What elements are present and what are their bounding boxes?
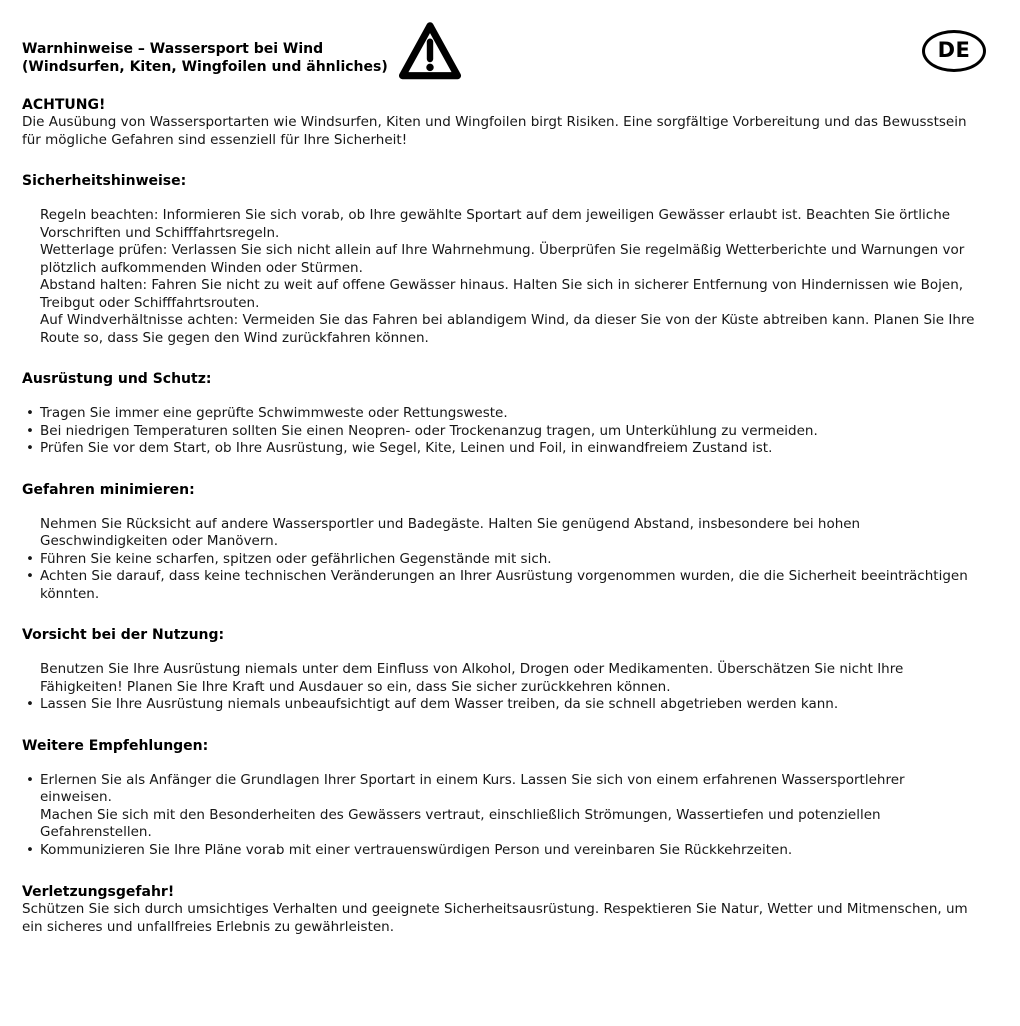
item-text: Achten Sie darauf, dass keine technischen Veränderungen an Ihrer Ausrüstung vorgenommen wurden, die die Sicherheit beeinträchtigen könnten. [40,568,968,602]
bullet-item [22,842,980,860]
item-text: Kommunizieren Sie Ihre Pläne vorab mit einer vertrauenswürdigen Person und vereinbaren Sie Rückkehrzeiten. [40,841,793,858]
indented-item [22,312,980,347]
bullet-item [22,696,980,714]
section-list [22,405,986,458]
section-heading: Vorsicht bei der Nutzung: [22,627,225,643]
page-title [22,40,388,76]
indented-item [22,807,980,842]
page-title-line1: Warnhinweise – Wassersport bei Wind [22,41,324,57]
indented-item [22,277,980,312]
injury-body: Schützen Sie sich durch umsichtiges Verhalten und geeignete Sicherheitsausrüstung. Respektieren Sie Natur, Wetter und Mitmenschen, um ein sicheres und unfallfreies Erlebnis zu gewährleisten. [22,901,968,935]
item-text: Führen Sie keine scharfen, spitzen oder gefährlichen Gegenstände mit sich. [40,550,552,567]
item-text: Wetterlage prüfen: Verlassen Sie sich nicht allein auf Ihre Wahrnehmung. Überprüfen Sie regelmäßig Wetterberichte und Warnungen vor plötzlich aufkommenden Winden oder Stürmen. [40,242,965,276]
item-text: Auf Windverhältnisse achten: Vermeiden Sie das Fahren bei ablandigem Wind, da dieser Sie von der Küste abtreiben kann. Planen Sie Ihre Route so, dass Sie gegen den Wind zurückfahren können. [40,312,975,346]
indented-item [22,516,980,551]
bullet-item [22,405,980,423]
item-text: Erlernen Sie als Anfänger die Grundlagen Ihrer Sportart in einem Kurs. Lassen Sie sich von einem erfahrenen Wassersportlehrer einweisen. [40,771,905,805]
bullet-glyph: • [26,422,34,439]
bullet-glyph: • [26,568,34,584]
bullet-glyph: • [26,405,34,421]
indented-item [22,207,980,242]
bullet-glyph: • [26,841,34,858]
section-heading: Weitere Empfehlungen: [22,737,209,754]
bullet-glyph: • [26,696,34,712]
item-text: Machen Sie sich mit den Besonderheiten des Gewässers vertraut, einschließlich Strömungen, Wassertiefen und potenziellen Gefahrenstellen. [40,806,881,840]
attention-body: Die Ausübung von Wassersportarten wie Windsurfen, Kiten und Wingfoilen birgt Risiken. Eine sorgfältige Vorbereitung und das Bewusstsein für mögliche Gefahren sind essenziell für Ihre Sicherheit! [22,114,967,148]
item-text: Bei niedrigen Temperaturen sollten Sie einen Neopren- oder Trockenanzug tragen, um Unterkühlung zu vermeiden. [40,422,818,439]
injury-block [22,883,986,936]
bullet-item [22,423,980,441]
item-text: Nehmen Sie Rücksicht auf andere Wassersportler und Badegäste. Halten Sie genügend Abstand, insbesondere bei hohen Geschwindigkeiten oder Manövern. [40,515,861,549]
indented-item [22,242,980,277]
item-text: Abstand halten: Fahren Sie nicht zu weit auf offene Gewässer hinaus. Halten Sie sich in sicherer Entfernung von Hindernissen wie Bojen, Treibgut oder Schifffahrtsrouten. [40,277,964,311]
attention-heading: ACHTUNG! [22,97,106,113]
sections-container [22,172,986,859]
section-heading: Gefahren minimieren: [22,481,195,498]
item-text: Prüfen Sie vor dem Start, ob Ihre Ausrüstung, wie Segel, Kite, Leinen und Foil, in einwandfreiem Zustand ist. [40,440,773,456]
language-badge [922,30,986,72]
item-text: Tragen Sie immer eine geprüfte Schwimmweste oder Rettungsweste. [40,405,508,421]
injury-heading: Verletzungsgefahr! [22,884,175,900]
page-title-line2: (Windsurfen, Kiten, Wingfoilen und ähnliches) [22,59,388,75]
bullet-item [22,772,980,807]
bullet-item [22,551,980,569]
bullet-glyph: • [26,440,34,456]
bullet-glyph: • [26,550,34,567]
section-list [22,516,986,604]
bullet-glyph: • [26,771,34,788]
bullet-item [22,440,980,458]
indented-item [22,661,980,696]
item-text: Regeln beachten: Informieren Sie sich vorab, ob Ihre gewählte Sportart auf dem jeweiligen Gewässer erlaubt ist. Beachten Sie örtliche Vorschriften und Schifffahrtsregeln. [40,207,951,241]
section-list [22,772,986,860]
section-list [22,661,986,714]
language-badge-label: DE [937,38,971,63]
bullet-item [22,568,980,603]
section-list [22,207,986,347]
warning-triangle-icon [398,20,462,84]
item-text: Benutzen Sie Ihre Ausrüstung niemals unter dem Einfluss von Alkohol, Drogen oder Medikamenten. Überschätzen Sie nicht Ihre Fähigkeiten! Planen Sie Ihre Kraft und Ausdauer so ein, dass Sie sicher zurückkehren können. [40,661,904,695]
document-header [22,20,986,84]
section-heading: Sicherheitshinweise: [22,173,187,189]
attention-block [22,96,986,149]
section-heading: Ausrüstung und Schutz: [22,371,212,387]
item-text: Lassen Sie Ihre Ausrüstung niemals unbeaufsichtigt auf dem Wasser treiben, da sie schnell abgetrieben werden kann. [40,696,839,712]
